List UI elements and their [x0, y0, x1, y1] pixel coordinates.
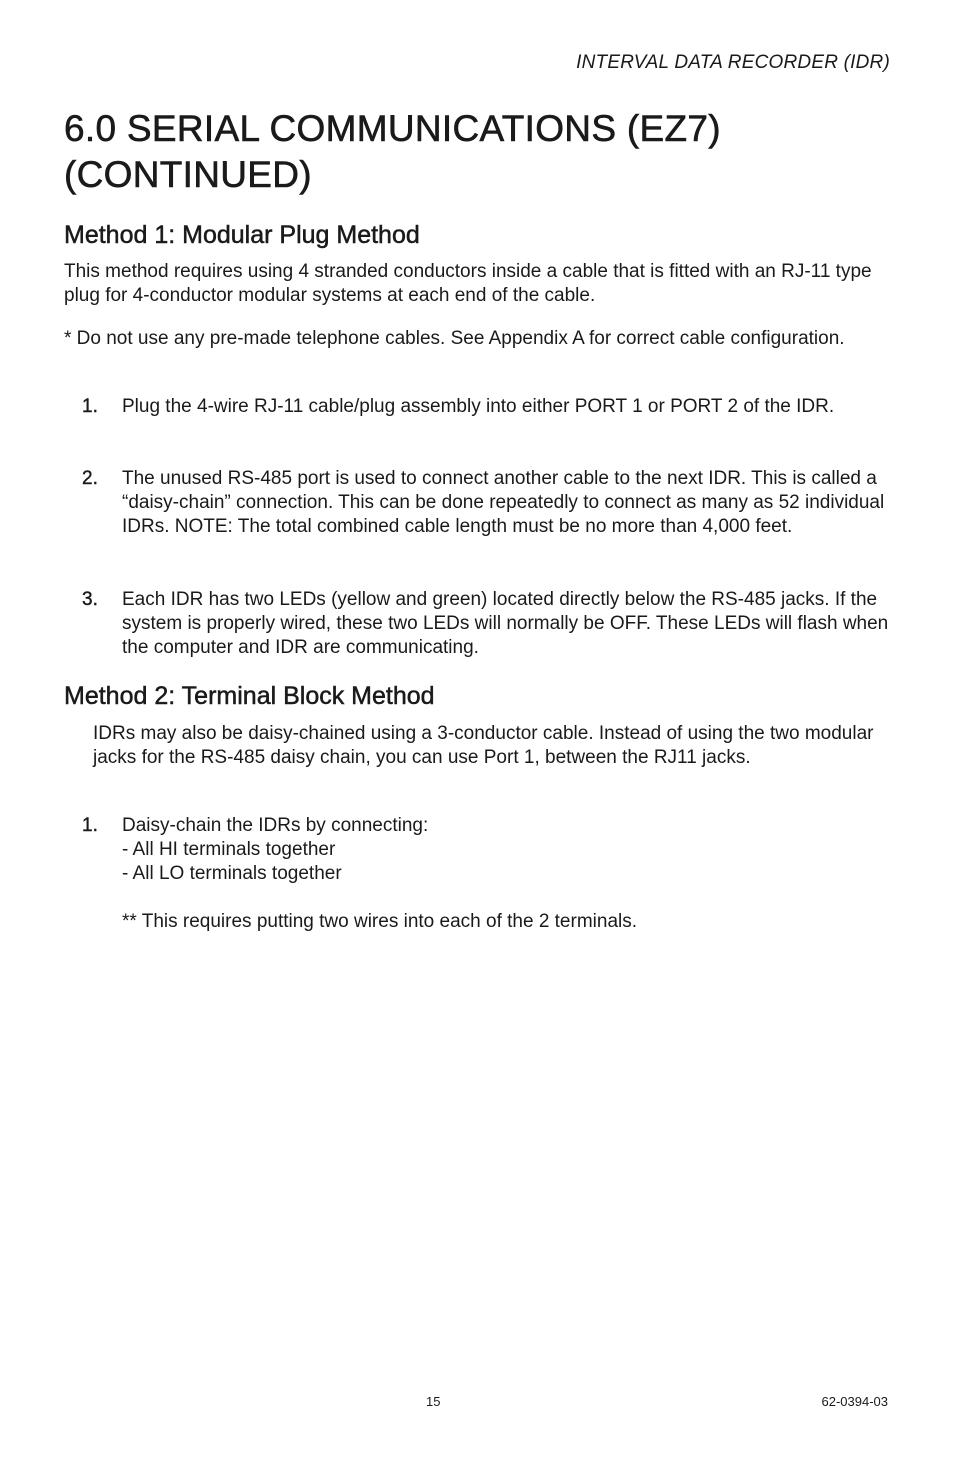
step-line: - All HI terminals together [122, 839, 336, 860]
step-text: Plug the 4-wire RJ-11 cable/plug assembly into either PORT 1 or PORT 2 of the IDR. [122, 396, 835, 417]
step-number: 1. [82, 396, 98, 417]
step-number: 1. [82, 815, 98, 836]
step-note: ** This requires putting two wires into each of the 2 terminals. [122, 911, 638, 932]
method1-note: * Do not use any pre-made telephone cables. See Appendix A for correct cable configuration. [64, 328, 845, 349]
step-text: The unused RS-485 port is used to connect another cable to the next IDR. This is called a “daisy-chain” connection. This can be done repeatedly to connect as many as 52 individual IDRs. NOTE: The total combined cable length must be no more than 4,000 feet. [122, 468, 885, 537]
page-number: 15 [426, 1394, 441, 1409]
method1-intro: This method requires using 4 stranded conductors inside a cable that is fitted with an RJ-11 type plug for 4-conductor modular systems at each end of the cable. [64, 261, 872, 306]
step-line: Daisy-chain the IDRs by connecting: [122, 815, 429, 836]
page-title-line-1: 6.0 SERIAL COMMUNICATIONS (EZ7) [64, 108, 721, 149]
step-number: 3. [82, 589, 98, 610]
method2-intro: IDRs may also be daisy-chained using a 3-conductor cable. Instead of using the two modular jacks for the RS-485 daisy chain, you can use Port 1, between the RJ11 jacks. [93, 723, 874, 768]
step-text: Each IDR has two LEDs (yellow and green) located directly below the RS-485 jacks. If the system is properly wired, these two LEDs will normally be OFF. These LEDs will flash when the computer and IDR are communicating. [122, 589, 889, 658]
page-title [64, 106, 904, 198]
running-header: INTERVAL DATA RECORDER (IDR) [576, 52, 890, 73]
method2-heading: Method 2: Terminal Block Method [64, 682, 435, 710]
method1-heading: Method 1: Modular Plug Method [64, 221, 420, 249]
document-number: 62-0394-03 [821, 1394, 888, 1409]
step-line: - All LO terminals together [122, 863, 342, 884]
step-number: 2. [82, 468, 98, 489]
page-title-line-2: (CONTINUED) [64, 154, 312, 195]
step-text [122, 814, 892, 934]
